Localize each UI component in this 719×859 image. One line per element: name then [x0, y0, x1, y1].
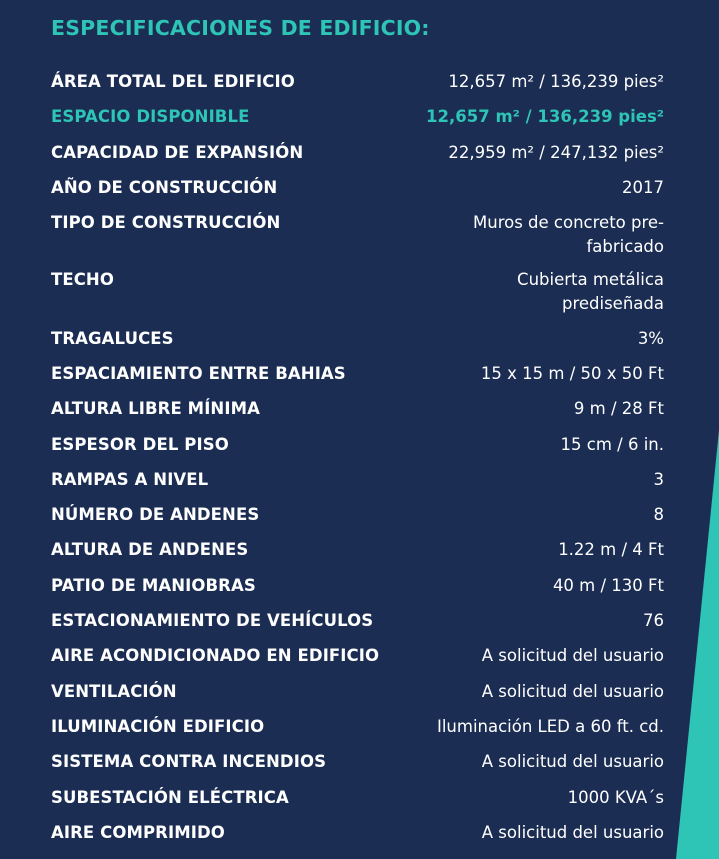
- spec-label: NÚMERO DE ANDENES: [51, 505, 260, 524]
- spec-label: ÁREA TOTAL DEL EDIFICIO: [51, 72, 295, 91]
- spec-label: CAPACIDAD DE EXPANSIÓN: [51, 143, 304, 162]
- spec-value: A solicitud del usuario: [481, 646, 664, 665]
- spec-value: 9 m / 28 Ft: [573, 399, 664, 418]
- spec-label: ESPACIAMIENTO ENTRE BAHIAS: [51, 364, 346, 383]
- spec-value: 15 x 15 m / 50 x 50 Ft: [480, 364, 664, 383]
- spec-label: ESPACIO DISPONIBLE: [51, 107, 250, 126]
- spec-label: TRAGALUCES: [51, 329, 174, 348]
- spec-label: VENTILACIÓN: [51, 682, 177, 701]
- spec-label: AIRE ACONDICIONADO EN EDIFICIO: [51, 646, 380, 665]
- spec-label: ALTURA LIBRE MÍNIMA: [51, 399, 260, 418]
- spec-value: 22,959 m² / 247,132 pies²: [448, 143, 664, 162]
- spec-label: ALTURA DE ANDENES: [51, 540, 249, 559]
- spec-label: ESTACIONAMIENTO DE VEHÍCULOS: [51, 611, 374, 630]
- spec-value: Iluminación LED a 60 ft. cd.: [436, 717, 664, 736]
- spec-value: 8: [653, 505, 664, 524]
- spec-value: 12,657 m² / 136,239 pies²: [426, 107, 664, 126]
- spec-label: ESPESOR DEL PISO: [51, 435, 229, 454]
- spec-value: A solicitud del usuario: [481, 752, 664, 771]
- spec-label: SISTEMA CONTRA INCENDIOS: [51, 752, 327, 771]
- spec-label: SUBESTACIÓN ELÉCTRICA: [51, 788, 289, 807]
- spec-label: AIRE COMPRIMIDO: [51, 823, 225, 842]
- spec-value: Cubierta metálica prediseñada: [517, 270, 664, 313]
- spec-value: 15 cm / 6 in.: [560, 435, 664, 454]
- spec-label: TECHO: [51, 270, 114, 289]
- spec-label: PATIO DE MANIOBRAS: [51, 576, 256, 595]
- spec-value: 40 m / 130 Ft: [552, 576, 664, 595]
- spec-label: AÑO DE CONSTRUCCIÓN: [51, 178, 278, 197]
- spec-value: 76: [643, 611, 664, 630]
- page-title: ESPECIFICACIONES DE EDIFICIO:: [51, 16, 430, 40]
- spec-label: RAMPAS A NIVEL: [51, 470, 209, 489]
- spec-value: Muros de concreto pre-fabricado: [473, 213, 664, 256]
- spec-value: 2017: [622, 178, 664, 197]
- spec-value: 1000 KVA´s: [567, 788, 664, 807]
- spec-value: A solicitud del usuario: [481, 823, 664, 842]
- spec-value: A solicitud del usuario: [481, 682, 664, 701]
- spec-value: 12,657 m² / 136,239 pies²: [448, 72, 664, 91]
- spec-value: 3%: [637, 329, 664, 348]
- spec-value: 1.22 m / 4 Ft: [558, 540, 664, 559]
- spec-value: 3: [653, 470, 664, 489]
- spec-label: TIPO DE CONSTRUCCIÓN: [51, 213, 281, 232]
- spec-label: ILUMINACIÓN EDIFICIO: [51, 717, 265, 736]
